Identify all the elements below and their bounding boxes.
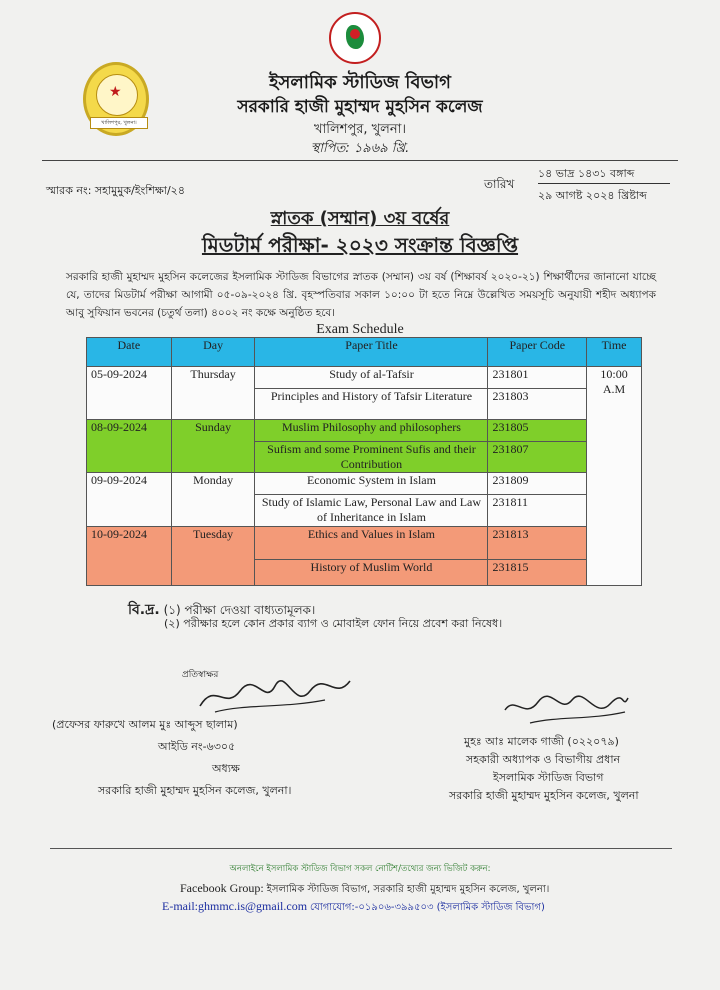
cell-code: 231801 — [488, 367, 587, 389]
logo-ribbon: খালিশপুর, খুলনা। — [90, 117, 148, 129]
cell-day: Sunday — [171, 420, 255, 473]
facebook-label: Facebook Group: — [180, 881, 264, 895]
cell-paper: History of Muslim World — [255, 560, 488, 586]
cell-day: Thursday — [171, 367, 255, 420]
table-row — [87, 473, 642, 495]
notice-paragraph: সরকারি হাজী মুহাম্মদ মুহসিন কলেজের ইসলামিক স্টাডিজ বিভাগের স্নাতক (সম্মান) ৩য় বর্ষ (শিক্ষাবর্ষ ২০২০-২১) শিক্ষার্থীদের জানানো যাচ্ছে যে, তাদের মিডটার্ম পরীক্ষা আগামী ০৫-০৯-২০২৪ খ্রি. বৃহস্পতিবার সকাল ১০:০০ টা হতে নিম্নে উল্লেখিত সময়সূচি অনুযায়ী শহীদ অধ্যাপক আবু সুফিয়ান ভবনের (চতুর্থ তলা) ৪০০২ নং কক্ষে অনুষ্ঠিত হবে। — [66, 271, 656, 319]
cell-date: 08-09-2024 — [87, 420, 172, 473]
cell-code: 231809 — [488, 473, 587, 495]
college-logo-icon: ★ খালিশপুর, খুলনা। — [83, 62, 149, 136]
email-link[interactable]: E-mail:ghmmc.is@gmail.com — [162, 899, 308, 913]
date-label: তারিখ — [484, 177, 515, 191]
cell-date: 05-09-2024 — [87, 367, 172, 420]
memo-reference: স্মারক নং: সহামুমুক/ইংশিক্ষা/২৪ — [46, 184, 185, 197]
cell-paper: Economic System in Islam — [255, 473, 488, 495]
facebook-line — [180, 881, 549, 899]
cell-date: 09-09-2024 — [87, 473, 172, 527]
notice-title-line1: স্নাতক (সম্মান) ৩য় বর্ষের — [270, 208, 450, 229]
table-row — [87, 527, 642, 560]
cell-code: 231811 — [488, 495, 587, 527]
header-day: Day — [171, 338, 255, 367]
cell-paper: Study of al-Tafsir — [255, 367, 488, 389]
principal-name: (প্রফেসর ফারুখে আলম মুঃ আব্দুস ছালাম) — [52, 718, 238, 731]
cell-code: 231813 — [488, 527, 587, 560]
note-item: (২) পরীক্ষার হলে কোন প্রকার ব্যাগ ও মোবাইল ফোন নিয়ে প্রবেশ করা নিষেধ। — [164, 617, 503, 630]
government-seal-icon — [329, 12, 381, 64]
department-heading: ইসলামিক স্টাডিজ বিভাগ — [269, 72, 451, 93]
principal-title: অধ্যক্ষ — [212, 762, 240, 775]
cell-code: 231803 — [488, 389, 587, 420]
exam-schedule-table — [86, 337, 642, 586]
schedule-caption: Exam Schedule — [316, 322, 404, 337]
cell-date: 10-09-2024 — [87, 527, 172, 586]
principal-signature-icon — [195, 676, 355, 716]
header-time: Time — [587, 338, 642, 367]
cell-code: 231815 — [488, 560, 587, 586]
table-header-row — [87, 338, 642, 367]
online-note: অনলাইনে ইসলামিক স্টাডিজ বিভাগ সকল নোটিশ/তথ্যের জন্য ভিজিট করুন: — [229, 864, 491, 874]
cell-time: 10:00 A.M — [587, 367, 642, 586]
cell-paper: Muslim Philosophy and philosophers — [255, 420, 488, 442]
countersign-label: প্রতিস্বাক্ষর — [182, 670, 219, 680]
head-signature-icon — [500, 690, 630, 728]
cell-paper: Study of Islamic Law, Personal Law and Law of Inheritance in Islam — [255, 495, 488, 527]
head-dept: ইসলামিক স্টাডিজ বিভাগ — [493, 771, 604, 784]
cell-paper: Ethics and Values in Islam — [255, 527, 488, 560]
principal-org: সরকারি হাজী মুহাম্মদ মুহসিন কলেজ, খুলনা। — [98, 784, 292, 797]
date-english: ২৯ আগষ্ট ২০২৪ খ্রিষ্টাব্দ — [538, 189, 647, 202]
head-name: মুহঃ আঃ মালেক গাজী (০২২০৭৯) — [464, 735, 619, 748]
head-title: সহকারী অধ্যাপক ও বিভাগীয় প্রধান — [466, 753, 621, 766]
header-paper: Paper Title — [255, 338, 488, 367]
principal-id: আইডি নং-৬৩০৫ — [158, 740, 236, 753]
date-bangla: ১৪ ভাদ্র ১৪৩১ বঙ্গাব্দ — [538, 167, 635, 180]
notes-label: বি.দ্র. — [128, 602, 160, 618]
table-row — [87, 420, 642, 442]
contact-phone: যোগাযোগ:-০১৯০৬-৩৯৯৫০৩ (ইসলামিক স্টাডিজ বিভাগ) — [310, 902, 545, 913]
cell-code: 231807 — [488, 442, 587, 473]
cell-day: Tuesday — [171, 527, 255, 586]
header-date: Date — [87, 338, 172, 367]
contact-line — [162, 899, 545, 917]
cell-paper: Principles and History of Tafsir Literature — [255, 389, 488, 420]
footer-divider — [50, 848, 672, 849]
note-item: (১) পরীক্ষা দেওয়া বাধ্যতামূলক। — [163, 603, 316, 617]
college-location: খালিশপুর, খুলনা। — [313, 122, 407, 137]
established-year: স্থাপিত: ১৯৬৯ খ্রি. — [310, 141, 410, 156]
cell-code: 231805 — [488, 420, 587, 442]
date-divider — [538, 183, 670, 184]
cell-day: Monday — [171, 473, 255, 527]
table-row — [87, 367, 642, 389]
college-heading: সরকারি হাজী মুহাম্মদ মুহসিন কলেজ — [237, 97, 483, 117]
notice-title-line2: মিডটার্ম পরীক্ষা- ২০২৩ সংক্রান্ত বিজ্ঞপ্তি — [201, 233, 519, 257]
header-divider — [42, 160, 678, 161]
header-code: Paper Code — [488, 338, 587, 367]
head-org: সরকারি হাজী মুহাম্মদ মুহসিন কলেজ, খুলনা — [449, 789, 639, 802]
cell-paper: Sufism and some Prominent Sufis and their Contribution — [255, 442, 488, 473]
facebook-group: ইসলামিক স্টাডিজ বিভাগ, সরকারি হাজী মুহাম্মদ মুহসিন কলেজ, খুলনা। — [266, 884, 550, 895]
